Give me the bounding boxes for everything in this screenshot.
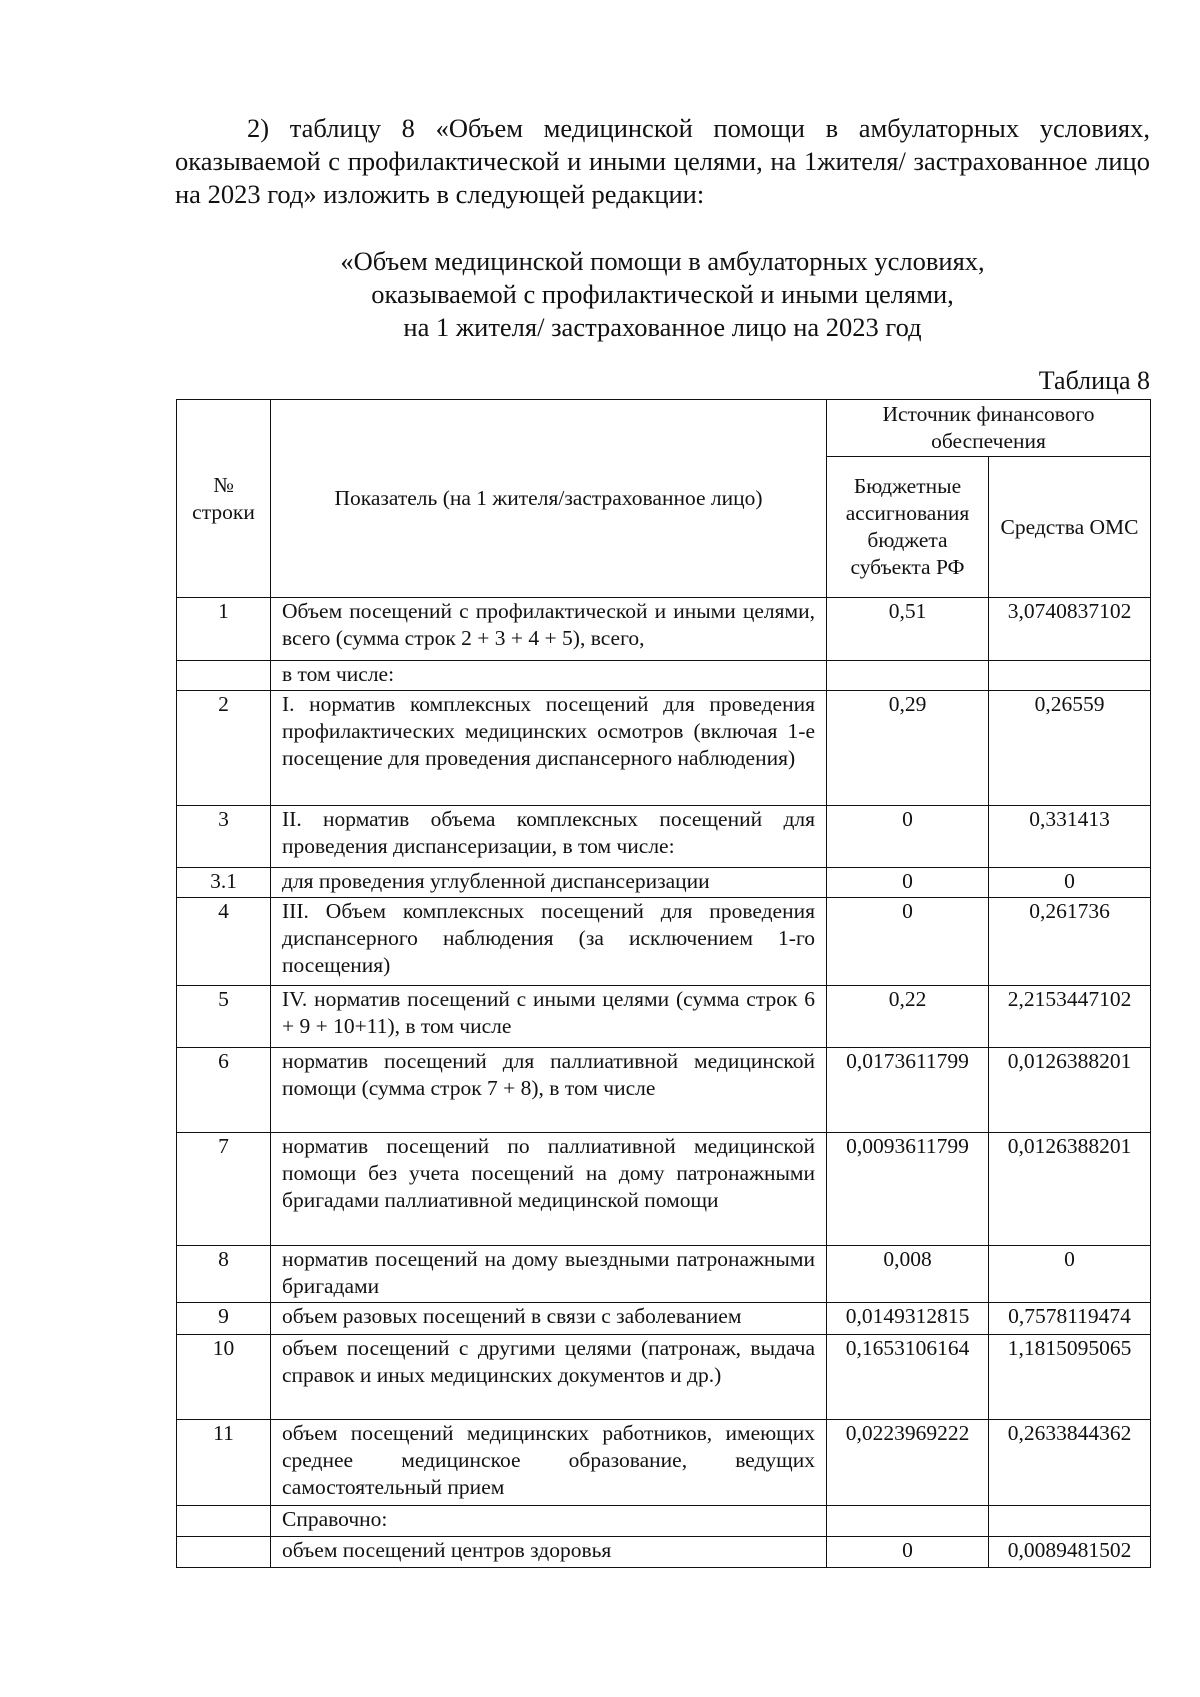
table-row xyxy=(177,806,1151,868)
header-row-number: № строки xyxy=(177,400,271,598)
table-row xyxy=(177,691,1151,806)
document-heading xyxy=(175,245,1150,344)
row-budget-value: 0 xyxy=(827,806,989,868)
row-number: 2 xyxy=(177,691,271,806)
row-number: 3 xyxy=(177,806,271,868)
row-budget-value xyxy=(827,661,989,691)
table-label: Таблица 8 xyxy=(1038,366,1150,395)
row-number: 4 xyxy=(177,898,271,986)
table-row xyxy=(177,1537,1151,1568)
heading-line-2: оказываемой с профилактической и иными целями, xyxy=(371,279,954,309)
table-row xyxy=(177,1246,1151,1303)
row-indicator: норматив посещений по паллиативной медицинской помощи без учета посещений на дому патронажными бригадами паллиативной медицинской помощи xyxy=(271,1133,827,1246)
row-indicator: норматив посещений на дому выездными патронажными бригадами xyxy=(271,1246,827,1303)
row-budget-value: 0 xyxy=(827,1537,989,1568)
header-indicator: Показатель (на 1 жителя/застрахованное лицо) xyxy=(271,400,827,598)
row-indicator: III. Объем комплексных посещений для проведения диспансерного наблюдения (за исключением 1-го посещения) xyxy=(271,898,827,986)
header-budget: Бюджетные ассигнования бюджета субъекта РФ xyxy=(827,457,989,598)
heading-line-1: «Объем медицинской помощи в амбулаторных условиях, xyxy=(340,246,985,276)
table-row xyxy=(177,661,1151,691)
table-row xyxy=(177,868,1151,898)
row-oms-value: 0,261736 xyxy=(989,898,1151,986)
row-indicator: объем разовых посещений в связи с заболеванием xyxy=(271,1303,827,1335)
row-number xyxy=(177,1506,271,1537)
row-number xyxy=(177,1537,271,1568)
row-number: 9 xyxy=(177,1303,271,1335)
row-number: 10 xyxy=(177,1335,271,1420)
row-indicator: Справочно: xyxy=(271,1506,827,1537)
table-row xyxy=(177,986,1151,1048)
row-number: 8 xyxy=(177,1246,271,1303)
volume-table xyxy=(176,399,1151,1568)
row-oms-value: 0,331413 xyxy=(989,806,1151,868)
row-oms-value: 0,0126388201 xyxy=(989,1048,1151,1133)
table-row xyxy=(177,1506,1151,1537)
row-indicator: IV. норматив посещений с иными целями (сумма строк 6 + 9 + 10+11), в том числе xyxy=(271,986,827,1048)
heading-line-3: на 1 жителя/ застрахованное лицо на 2023 год xyxy=(403,312,922,342)
row-indicator: Объем посещений с профилактической и иными целями, всего (сумма строк 2 + 3 + 4 + 5), всего, xyxy=(271,598,827,661)
table-row xyxy=(177,1335,1151,1420)
row-number: 5 xyxy=(177,986,271,1048)
row-budget-value: 0,0093611799 xyxy=(827,1133,989,1246)
row-oms-value: 0 xyxy=(989,868,1151,898)
table-row xyxy=(177,1420,1151,1506)
row-number: 1 xyxy=(177,598,271,661)
row-oms-value: 0,2633844362 xyxy=(989,1420,1151,1506)
row-oms-value: 2,2153447102 xyxy=(989,986,1151,1048)
row-oms-value: 1,1815095065 xyxy=(989,1335,1151,1420)
row-indicator: объем посещений центров здоровья xyxy=(271,1537,827,1568)
row-indicator: II. норматив объема комплексных посещений для проведения диспансеризации, в том числе: xyxy=(271,806,827,868)
row-indicator: объем посещений медицинских работников, имеющих среднее медицинское образование, ведущих самостоятельный прием xyxy=(271,1420,827,1506)
row-budget-value: 0,22 xyxy=(827,986,989,1048)
table-row xyxy=(177,1303,1151,1335)
row-oms-value: 0,26559 xyxy=(989,691,1151,806)
table-row xyxy=(177,598,1151,661)
row-number: 3.1 xyxy=(177,868,271,898)
table-row xyxy=(177,1048,1151,1133)
row-indicator: I. норматив комплексных посещений для проведения профилактических медицинских осмотров (включая 1-е посещение для проведения диспансерного наблюдения) xyxy=(271,691,827,806)
row-oms-value xyxy=(989,1506,1151,1537)
row-oms-value: 0,7578119474 xyxy=(989,1303,1151,1335)
row-budget-value: 0,51 xyxy=(827,598,989,661)
row-number: 6 xyxy=(177,1048,271,1133)
row-indicator: для проведения углубленной диспансеризации xyxy=(271,868,827,898)
row-budget-value: 0 xyxy=(827,898,989,986)
row-oms-value: 0,0089481502 xyxy=(989,1537,1151,1568)
row-budget-value xyxy=(827,1506,989,1537)
table-row xyxy=(177,898,1151,986)
row-budget-value: 0,1653106164 xyxy=(827,1335,989,1420)
row-oms-value: 0 xyxy=(989,1246,1151,1303)
row-budget-value: 0,0223969222 xyxy=(827,1420,989,1506)
row-indicator: объем посещений с другими целями (патронаж, выдача справок и иных медицинских документов и др.) xyxy=(271,1335,827,1420)
row-budget-value: 0,0173611799 xyxy=(827,1048,989,1133)
row-budget-value: 0 xyxy=(827,868,989,898)
row-budget-value: 0,0149312815 xyxy=(827,1303,989,1335)
row-budget-value: 0,29 xyxy=(827,691,989,806)
row-oms-value: 3,0740837102 xyxy=(989,598,1151,661)
row-oms-value: 0,0126388201 xyxy=(989,1133,1151,1246)
row-number: 11 xyxy=(177,1420,271,1506)
row-budget-value: 0,008 xyxy=(827,1246,989,1303)
row-oms-value xyxy=(989,661,1151,691)
row-indicator: в том числе: xyxy=(271,661,827,691)
header-oms: Средства ОМС xyxy=(989,457,1151,598)
row-indicator: норматив посещений для паллиативной медицинской помощи (сумма строк 7 + 8), в том числе xyxy=(271,1048,827,1133)
intro-paragraph: 2) таблицу 8 «Объем медицинской помощи в амбулаторных условиях, оказываемой с профилактической и иными целями, на 1жителя/ застрахованное лицо на 2023 год» изложить в следующей редакции: xyxy=(175,113,1150,209)
header-funding-source: Источник финансового обеспечения xyxy=(827,400,1151,457)
table-row xyxy=(177,1133,1151,1246)
row-number xyxy=(177,661,271,691)
row-number: 7 xyxy=(177,1133,271,1246)
